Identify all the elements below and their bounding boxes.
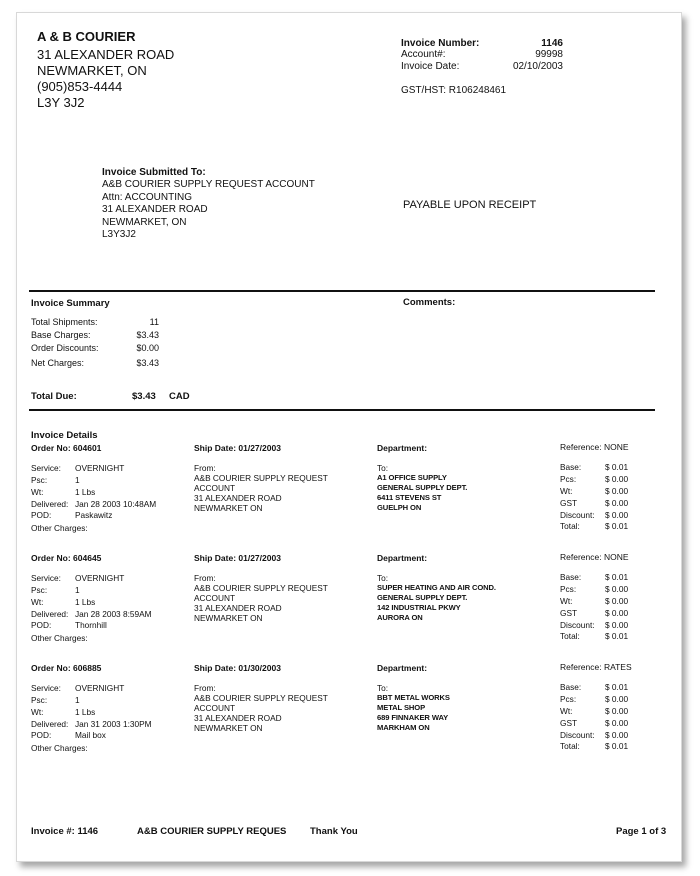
from-line: ACCOUNT bbox=[194, 483, 236, 493]
charge-value: $ 0.00 bbox=[605, 596, 629, 606]
delivered-label: Delivered: bbox=[31, 719, 69, 729]
delivered-value: Jan 28 2003 10:48AM bbox=[75, 499, 157, 509]
pod-value: Thornhill bbox=[75, 620, 107, 630]
reference: Reference: NONE bbox=[560, 552, 629, 562]
charge-value: $ 0.00 bbox=[605, 486, 629, 496]
charge-value: $ 0.00 bbox=[605, 718, 629, 728]
charge-label: Base: bbox=[560, 462, 582, 472]
delivered-label: Delivered: bbox=[31, 609, 69, 619]
charge-label: Discount: bbox=[560, 510, 595, 520]
charge-label: GST bbox=[560, 498, 578, 508]
summary-value: $3.43 bbox=[136, 358, 159, 368]
submitted-to-title: Invoice Submitted To: bbox=[102, 167, 206, 178]
footer-thank-you: Thank You bbox=[310, 826, 358, 837]
psc-value: 1 bbox=[75, 585, 80, 595]
to-line: A1 OFFICE SUPPLY bbox=[377, 473, 447, 482]
charge-label: Pcs: bbox=[560, 694, 577, 704]
to-line: AURORA ON bbox=[377, 613, 423, 622]
from-line: ACCOUNT bbox=[194, 703, 236, 713]
to-label: To: bbox=[377, 573, 389, 583]
to-label: To: bbox=[377, 683, 389, 693]
service-value: OVERNIGHT bbox=[75, 463, 125, 473]
footer-page-number: Page 1 of 3 bbox=[616, 826, 667, 837]
from-line: From: bbox=[194, 463, 216, 473]
summary-value: $0.00 bbox=[136, 343, 159, 353]
delivered-value: Jan 31 2003 1:30PM bbox=[75, 719, 152, 729]
delivered-value: Jan 28 2003 8:59AM bbox=[75, 609, 152, 619]
invoice-details-title: Invoice Details bbox=[31, 430, 98, 441]
submitted-to-line: 31 ALEXANDER ROAD bbox=[102, 204, 208, 215]
department-label: Department: bbox=[377, 553, 428, 563]
from-line: 31 ALEXANDER ROAD bbox=[194, 713, 282, 723]
charge-label: Base: bbox=[560, 682, 582, 692]
charge-value: $ 0.00 bbox=[605, 498, 629, 508]
weight-value: 1 Lbs bbox=[75, 597, 96, 607]
charge-value: $ 0.01 bbox=[605, 631, 629, 641]
delivered-label: Delivered: bbox=[31, 499, 69, 509]
service-label: Service: bbox=[31, 683, 61, 693]
invoice-date-label: Invoice Date: bbox=[401, 61, 460, 72]
charge-value: $ 0.00 bbox=[605, 730, 629, 740]
order-number: Order No: 606885 bbox=[31, 663, 102, 673]
to-line: GENERAL SUPPLY DEPT. bbox=[377, 483, 468, 492]
department-label: Department: bbox=[377, 443, 428, 453]
charge-label: Total: bbox=[560, 741, 580, 751]
charge-value: $ 0.00 bbox=[605, 620, 629, 630]
payable-notice: PAYABLE UPON RECEIPT bbox=[403, 199, 537, 211]
total-due-currency: CAD bbox=[169, 391, 190, 402]
summary-value: 11 bbox=[149, 317, 159, 327]
ship-date: Ship Date: 01/27/2003 bbox=[194, 443, 281, 453]
from-line: NEWMARKET ON bbox=[194, 503, 263, 513]
charge-value: $ 0.00 bbox=[605, 474, 629, 484]
ship-date: Ship Date: 01/30/2003 bbox=[194, 663, 281, 673]
invoice-number-value: 1146 bbox=[541, 38, 563, 49]
to-label: To: bbox=[377, 463, 389, 473]
charge-value: $ 0.01 bbox=[605, 462, 629, 472]
submitted-to-line: L3Y3J2 bbox=[102, 229, 136, 240]
charge-value: $ 0.01 bbox=[605, 741, 629, 751]
gst-number: GST/HST: R106248461 bbox=[401, 85, 507, 96]
invoice-summary-title: Invoice Summary bbox=[31, 298, 110, 309]
charge-label: Wt: bbox=[560, 706, 573, 716]
to-line: 689 FINNAKER WAY bbox=[377, 713, 449, 722]
psc-value: 1 bbox=[75, 475, 80, 485]
order-number: Order No: 604645 bbox=[31, 553, 102, 563]
submitted-to-line: A&B COURIER SUPPLY REQUEST ACCOUNT bbox=[102, 179, 315, 190]
charge-value: $ 0.01 bbox=[605, 572, 629, 582]
company-name: A & B COURIER bbox=[37, 29, 136, 44]
charge-label: GST bbox=[560, 608, 578, 618]
charge-label: Discount: bbox=[560, 730, 595, 740]
from-line: A&B COURIER SUPPLY REQUEST bbox=[194, 473, 328, 483]
pod-label: POD: bbox=[31, 730, 52, 740]
summary-label: Order Discounts: bbox=[31, 343, 99, 353]
order-number: Order No: 604601 bbox=[31, 443, 102, 453]
psc-label: Psc: bbox=[31, 585, 48, 595]
to-line: 6411 STEVENS ST bbox=[377, 493, 442, 502]
weight-label: Wt: bbox=[31, 707, 44, 717]
charge-value: $ 0.00 bbox=[605, 694, 629, 704]
to-line: 142 INDUSTRIAL PKWY bbox=[377, 603, 461, 612]
submitted-to-line: Attn: ACCOUNTING bbox=[102, 192, 193, 203]
pod-value: Paskawitz bbox=[75, 510, 113, 520]
weight-label: Wt: bbox=[31, 487, 44, 497]
divider bbox=[29, 290, 655, 292]
weight-label: Wt: bbox=[31, 597, 44, 607]
charge-label: Total: bbox=[560, 521, 580, 531]
to-line: SUPER HEATING AND AIR COND. bbox=[377, 583, 496, 592]
psc-label: Psc: bbox=[31, 475, 48, 485]
summary-label: Base Charges: bbox=[31, 330, 91, 340]
other-charges-label: Other Charges: bbox=[31, 743, 88, 753]
total-due-value: $3.43 bbox=[132, 391, 156, 402]
charge-label: Total: bbox=[560, 631, 580, 641]
to-line: MARKHAM ON bbox=[377, 723, 430, 732]
to-line: GUELPH ON bbox=[377, 503, 422, 512]
other-charges-label: Other Charges: bbox=[31, 523, 88, 533]
charge-label: Wt: bbox=[560, 486, 573, 496]
pod-value: Mail box bbox=[75, 730, 106, 740]
charge-value: $ 0.01 bbox=[605, 682, 629, 692]
footer-account-name: A&B COURIER SUPPLY REQUES bbox=[137, 826, 287, 837]
from-line: 31 ALEXANDER ROAD bbox=[194, 493, 282, 503]
other-charges-label: Other Charges: bbox=[31, 633, 88, 643]
reference: Reference: NONE bbox=[560, 442, 629, 452]
from-line: NEWMARKET ON bbox=[194, 613, 263, 623]
from-line: From: bbox=[194, 683, 216, 693]
service-label: Service: bbox=[31, 463, 61, 473]
total-due-label: Total Due: bbox=[31, 391, 77, 402]
invoice-date-value: 02/10/2003 bbox=[512, 61, 563, 72]
pod-label: POD: bbox=[31, 620, 52, 630]
company-postal-line: L3Y 3J2 bbox=[37, 95, 85, 110]
charge-label: Base: bbox=[560, 572, 582, 582]
company-city-line: NEWMARKET, ON bbox=[37, 63, 147, 78]
submitted-to-line: NEWMARKET, ON bbox=[102, 217, 187, 228]
divider bbox=[29, 409, 655, 411]
summary-label: Net Charges: bbox=[31, 358, 85, 368]
to-line: METAL SHOP bbox=[377, 703, 426, 712]
reference: Reference: RATES bbox=[560, 662, 632, 672]
to-line: BBT METAL WORKS bbox=[377, 693, 450, 702]
invoice-page bbox=[16, 12, 682, 862]
service-value: OVERNIGHT bbox=[75, 573, 125, 583]
psc-label: Psc: bbox=[31, 695, 48, 705]
company-phone-line: (905)853-4444 bbox=[37, 79, 123, 94]
from-line: 31 ALEXANDER ROAD bbox=[194, 603, 282, 613]
invoice-number-label: Invoice Number: bbox=[401, 38, 480, 49]
service-value: OVERNIGHT bbox=[75, 683, 125, 693]
from-line: NEWMARKET ON bbox=[194, 723, 263, 733]
weight-value: 1 Lbs bbox=[75, 707, 96, 717]
charge-value: $ 0.01 bbox=[605, 521, 629, 531]
ship-date: Ship Date: 01/27/2003 bbox=[194, 553, 281, 563]
company-address-line: 31 ALEXANDER ROAD bbox=[37, 47, 175, 62]
weight-value: 1 Lbs bbox=[75, 487, 96, 497]
from-line: A&B COURIER SUPPLY REQUEST bbox=[194, 583, 328, 593]
to-line: GENERAL SUPPLY DEPT. bbox=[377, 593, 468, 602]
summary-value: $3.43 bbox=[136, 330, 159, 340]
charge-label: Wt: bbox=[560, 596, 573, 606]
charge-value: $ 0.00 bbox=[605, 608, 629, 618]
department-label: Department: bbox=[377, 663, 428, 673]
charge-value: $ 0.00 bbox=[605, 510, 629, 520]
from-line: A&B COURIER SUPPLY REQUEST bbox=[194, 693, 328, 703]
charge-label: Discount: bbox=[560, 620, 595, 630]
charge-label: Pcs: bbox=[560, 584, 577, 594]
pod-label: POD: bbox=[31, 510, 52, 520]
footer-invoice-number: Invoice #: 1146 bbox=[31, 826, 99, 837]
comments-label: Comments: bbox=[403, 297, 456, 308]
charge-label: Pcs: bbox=[560, 474, 577, 484]
charge-label: GST bbox=[560, 718, 578, 728]
from-line: ACCOUNT bbox=[194, 593, 236, 603]
account-value: 99998 bbox=[535, 49, 563, 60]
service-label: Service: bbox=[31, 573, 61, 583]
charge-value: $ 0.00 bbox=[605, 584, 629, 594]
from-line: From: bbox=[194, 573, 216, 583]
account-label: Account#: bbox=[401, 49, 446, 60]
charge-value: $ 0.00 bbox=[605, 706, 629, 716]
psc-value: 1 bbox=[75, 695, 80, 705]
summary-label: Total Shipments: bbox=[31, 317, 98, 327]
